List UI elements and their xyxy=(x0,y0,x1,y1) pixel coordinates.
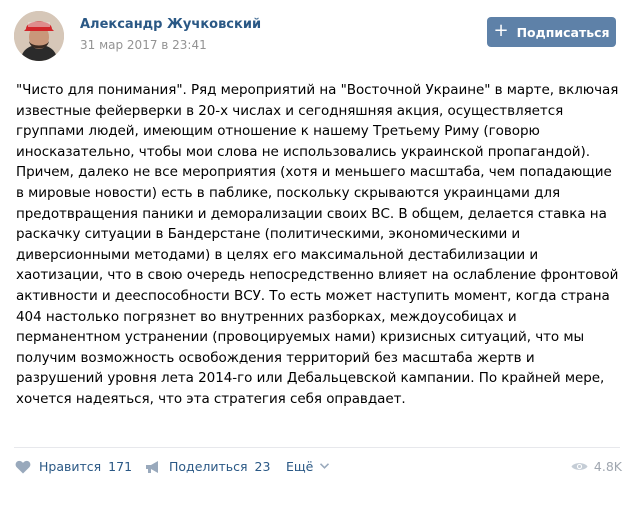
more-button[interactable] xyxy=(286,459,329,474)
views-counter xyxy=(571,459,622,474)
plus-icon: + xyxy=(493,20,509,41)
megaphone-icon xyxy=(145,460,161,474)
share-count: 23 xyxy=(254,459,271,474)
author-avatar[interactable] xyxy=(14,11,64,61)
subscribe-button[interactable] xyxy=(487,17,616,47)
like-count: 171 xyxy=(108,459,133,474)
post-actions xyxy=(0,447,634,487)
post-header xyxy=(14,11,624,61)
heart-icon xyxy=(15,460,31,474)
author-name[interactable]: Александр Жучковский xyxy=(80,17,262,32)
subscribe-label: Подписаться xyxy=(516,24,610,40)
like-button[interactable] xyxy=(15,459,132,474)
eye-icon xyxy=(571,461,588,472)
post-date[interactable]: 31 мар 2017 в 23:41 xyxy=(80,38,207,52)
like-label: Нравится xyxy=(39,459,102,474)
more-label: Ещё xyxy=(286,459,314,474)
views-count: 4.8K xyxy=(593,459,622,474)
share-button[interactable] xyxy=(145,459,270,474)
avatar-image xyxy=(14,11,64,61)
post-text: "Чисто для понимания". Ряд мероприятий на "Восточной Украине" в марте, включая известные фейерверки в 20-х числах и сегодняшняя акция, осуществляется группами людей, имеющим отношение к нашему Третьему Риму (говорю иносказательно, чтобы мои слова не использовались украинской пропагандой). Причем, далеко не все мероприятия (хотя и меньшего масштаба, чем попадающие в мировые новости) есть в паблике, поскольку скрываются украинцами для предотвращения паники и деморализации своих ВС. В общем, делается ставка на раскачку ситуации в Бандерстане (политическими, экономическими и диверсионными методами) в целях его максимальной дестабилизации и хаотизации, что в свою очередь непосредственно влияет на ослабление фронтовой активности и дееспособности ВСУ. То есть может наступить момент, когда страна 404 настолько погрязнет во внутренних разборках, междоусобицах и перманентном устранении (провоцируемых нами) кризисных ситуаций, что мы получим возможность освобождения территорий без масштаба жертв и разрушений уровня лета 2014-го или Дебальцевской кампании. По крайней мере, хочется надеяться, что эта стратегия себя оправдает. xyxy=(16,82,619,407)
share-label: Поделиться xyxy=(169,459,248,474)
actions-divider xyxy=(14,447,620,448)
chevron-down-icon xyxy=(320,461,329,472)
